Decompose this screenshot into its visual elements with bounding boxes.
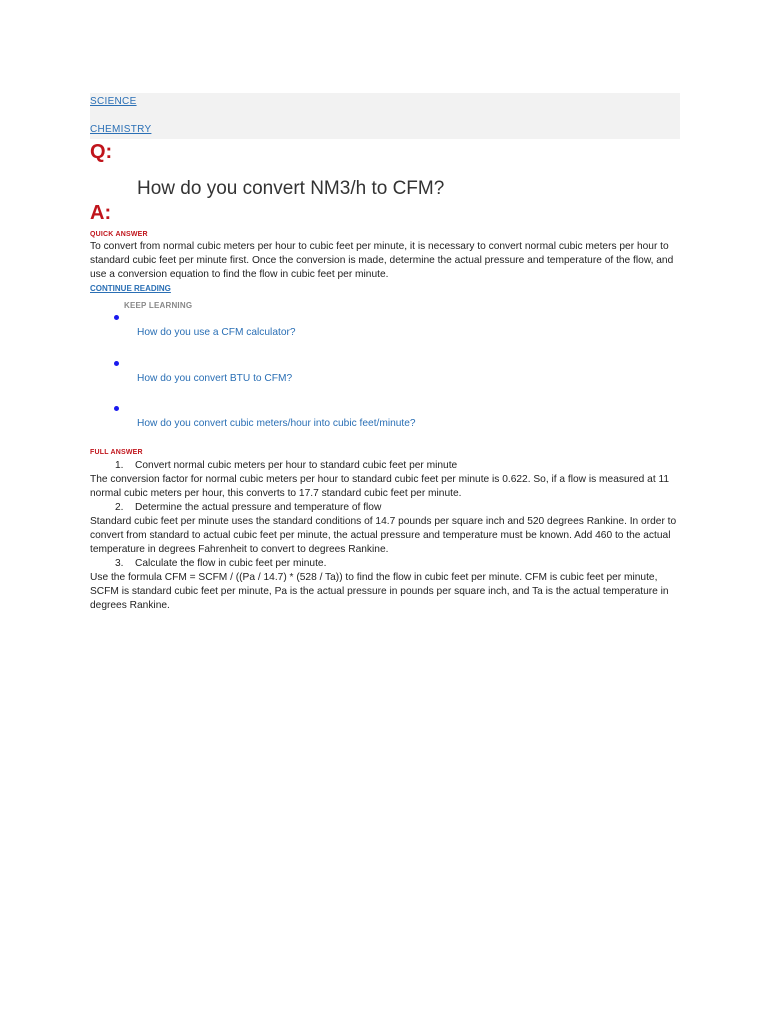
step-number: 1. [115, 460, 124, 471]
step-title [90, 557, 680, 571]
breadcrumb-chemistry-link[interactable]: CHEMISTRY [90, 124, 152, 135]
step-number: 2. [115, 502, 124, 513]
step-body: The conversion factor for normal cubic meters per hour to standard cubic feet per minute is 0.622. So, if a flow is measured at 11 normal cubic meters per hour, this converts to 17.7 standard cubic feet per minute. [90, 474, 670, 499]
full-answer [90, 459, 680, 613]
breadcrumb-science-link[interactable]: SCIENCE [90, 96, 137, 107]
quick-answer-text: To convert from normal cubic meters per hour to cubic feet per minute, it is necessary to convert normal cubic meters per hour to standard cubic feet per minute first. Once the conversion is made, determine the actual pressure and temperature of the flow, and use a conversion equation to find the flow in cubic feet per minute. [90, 241, 674, 280]
list-item [90, 406, 680, 446]
bullet-icon [114, 315, 119, 320]
keep-learning-heading: KEEP LEARNING [124, 301, 193, 310]
step-body: Use the formula CFM = SCFM / ((Pa / 14.7) * (528 / Ta)) to find the flow in cubic feet per minute. CFM is cubic feet per minute, SCFM is standard cubic feet per minute, Pa is the actual pressure in pounds per square inch, and Ta is the actual temperature in degrees Rankine. [90, 572, 669, 611]
step-title-text: Calculate the flow in cubic feet per minute. [135, 558, 327, 569]
question-title: How do you convert NM3/h to CFM? [137, 178, 445, 199]
bullet-icon [114, 361, 119, 366]
question-marker: Q: [90, 141, 113, 163]
step-title-text: Determine the actual pressure and temperature of flow [135, 502, 382, 513]
list-item [90, 315, 680, 355]
step-title [90, 501, 680, 515]
continue-reading-link[interactable]: CONTINUE READING [90, 284, 171, 293]
step-title [90, 459, 680, 473]
step-body: Standard cubic feet per minute uses the standard conditions of 14.7 pounds per square inch and 520 degrees Rankine. In order to convert from standard to actual cubic feet per minute, the actual pressure and temperature must be known. Add 460 to the actual temperature in degrees Fahrenheit to convert to degrees Rankine. [90, 516, 677, 555]
answer-marker: A: [90, 202, 112, 224]
step-number: 3. [115, 558, 124, 569]
article [90, 93, 680, 611]
related-question-link[interactable]: How do you convert BTU to CFM? [137, 373, 293, 384]
step-title-text: Convert normal cubic meters per hour to standard cubic feet per minute [135, 460, 458, 471]
related-question-link[interactable]: How do you use a CFM calculator? [137, 327, 296, 338]
quick-answer-label: QUICK ANSWER [90, 231, 148, 238]
related-question-link[interactable]: How do you convert cubic meters/hour into cubic feet/minute? [137, 418, 416, 429]
bullet-icon [114, 406, 119, 411]
list-item [90, 361, 680, 401]
breadcrumb [90, 93, 680, 139]
full-answer-label: FULL ANSWER [90, 449, 143, 456]
